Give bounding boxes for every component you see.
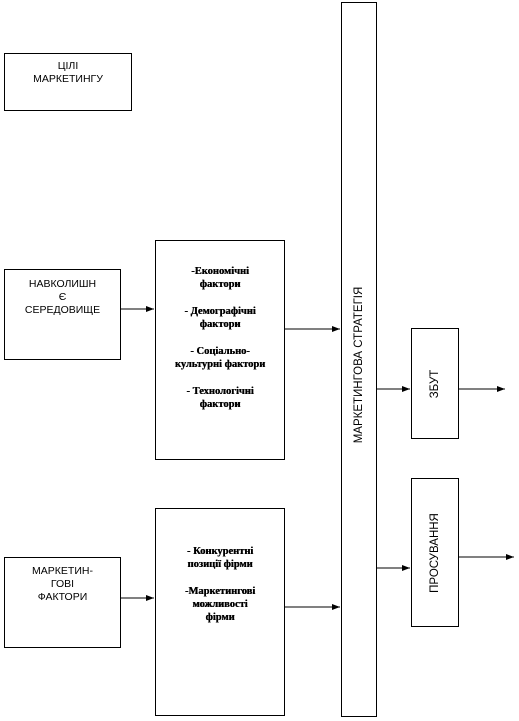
factor-sociocultural: - Соціально- культурні фактори bbox=[174, 346, 266, 370]
sales-label: ЗБУТ bbox=[429, 369, 441, 398]
factor-demographic: - Демографічні фактори bbox=[184, 306, 256, 330]
goals-label: ЦІЛІ МАРКЕТИНГУ bbox=[33, 60, 103, 85]
factor-economic: -Економічні фактори bbox=[191, 266, 249, 290]
environment-label: НАВКОЛИШН Є СЕРЕДОВИЩЕ bbox=[24, 278, 101, 316]
strategy-label: МАРКЕТИНГОВА СТРАТЕГІЯ bbox=[353, 286, 365, 443]
factor-technological: - Технологічні фактори bbox=[186, 386, 254, 410]
promotion-label: ПРОСУВАННЯ bbox=[429, 512, 441, 593]
factor-competitive-position: - Конкурентні позиції фірми bbox=[186, 546, 254, 570]
marketing-factors-label: МАРКЕТИН- ГОВІ ФАКТОРИ bbox=[32, 565, 93, 603]
factor-marketing-capabilities: -Маркетингові можливості фірми bbox=[184, 586, 256, 623]
